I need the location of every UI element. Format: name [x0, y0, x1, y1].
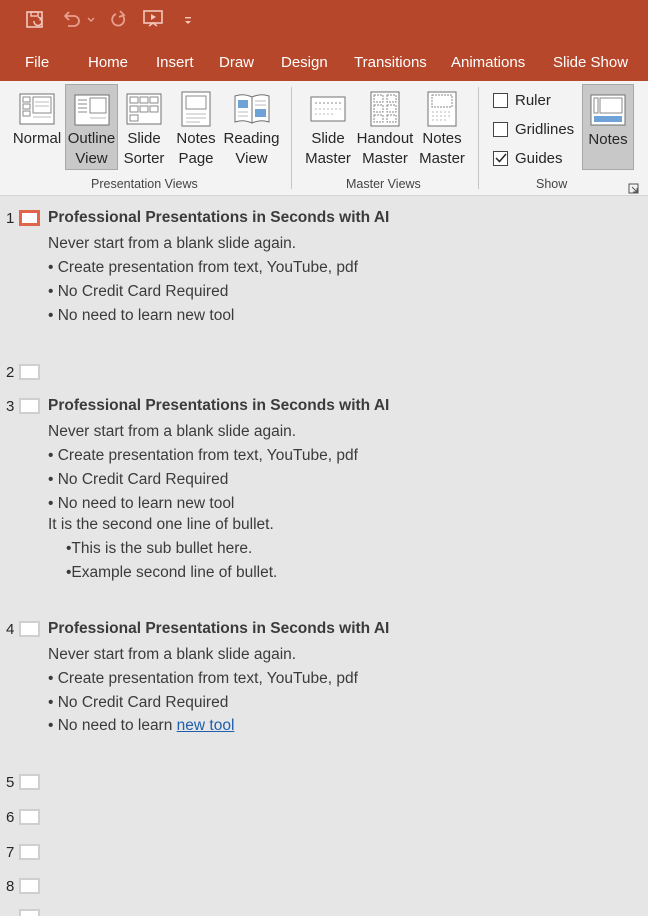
- notes-page-label-1: Notes: [176, 130, 216, 147]
- slide-bullet[interactable]: • Create presentation from text, YouTube, pdf: [48, 670, 358, 687]
- dialog-launcher-icon[interactable]: [628, 181, 639, 192]
- slide-title[interactable]: Professional Presentations in Seconds with AI: [48, 397, 390, 414]
- normal-view-icon: [19, 89, 55, 129]
- hyperlink[interactable]: new tool: [176, 717, 235, 734]
- show-group-label: Show: [536, 177, 568, 191]
- slide-number: 1: [6, 210, 15, 227]
- handout-master-icon: [370, 89, 400, 129]
- slide-number: 8: [6, 878, 15, 895]
- slide-number: 4: [6, 621, 15, 638]
- reading-view-button[interactable]: [223, 84, 280, 170]
- slide-line[interactable]: It is the second one line of bullet.: [48, 516, 274, 533]
- slide-bullet[interactable]: • No Credit Card Required: [48, 471, 229, 488]
- notes-master-icon: [427, 89, 457, 129]
- outline-view-button[interactable]: [65, 84, 118, 170]
- slide-sorter-button[interactable]: [119, 84, 169, 170]
- reading-view-label-1: Reading: [223, 130, 280, 147]
- slide-title[interactable]: Professional Presentations in Seconds with AI: [48, 620, 390, 637]
- slide-sorter-label-2: Sorter: [123, 150, 165, 167]
- guides-label: Guides: [515, 149, 563, 167]
- slide-thumbnail-icon[interactable]: [19, 809, 40, 825]
- notes-pane-icon: [590, 90, 626, 130]
- master-views-group-label: Master Views: [346, 177, 421, 191]
- handout-master-button[interactable]: [355, 84, 415, 170]
- slide-thumbnail-icon[interactable]: [19, 398, 40, 414]
- notes-master-label-1: Notes: [422, 130, 462, 147]
- slide-line[interactable]: Never start from a blank slide again.: [48, 423, 297, 440]
- tab-draw[interactable]: Draw: [219, 54, 255, 71]
- customize-qat-icon[interactable]: [180, 8, 196, 32]
- slide-master-label-2: Master: [305, 150, 351, 167]
- tab-animations[interactable]: Animations: [451, 54, 526, 71]
- quick-access-toolbar: [0, 0, 648, 42]
- guides-checkbox[interactable]: [493, 148, 563, 168]
- slide-sub-bullet[interactable]: •Example second line of bullet.: [66, 564, 278, 581]
- slide-bullet[interactable]: • No Credit Card Required: [48, 283, 229, 300]
- slide-line[interactable]: Never start from a blank slide again.: [48, 235, 297, 252]
- handout-master-label-2: Master: [362, 150, 408, 167]
- slide-thumbnail-icon[interactable]: [19, 364, 40, 380]
- notes-page-icon: [181, 89, 211, 129]
- slide-sorter-icon: [126, 89, 162, 129]
- tab-transitions[interactable]: Transitions: [354, 54, 427, 71]
- undo-icon[interactable]: [58, 8, 82, 32]
- link-prefix-text: • No need to learn: [48, 717, 177, 734]
- slide-bullet[interactable]: • Create presentation from text, YouTube, pdf: [48, 259, 358, 276]
- tab-file[interactable]: File: [25, 54, 50, 71]
- ribbon-tabs: [0, 42, 648, 81]
- tab-design[interactable]: Design: [281, 54, 328, 71]
- slide-thumbnail-icon-partial[interactable]: [19, 909, 40, 916]
- slide-thumbnail-icon[interactable]: [19, 774, 40, 790]
- reading-view-label-2: View: [235, 150, 268, 167]
- group-divider: [478, 87, 479, 189]
- slide-sub-bullet[interactable]: •This is the sub bullet here.: [66, 540, 253, 557]
- ruler-checkbox-box[interactable]: [493, 93, 508, 108]
- notes-page-button[interactable]: [171, 84, 221, 170]
- slide-number: 6: [6, 809, 15, 826]
- slide-master-button[interactable]: [302, 84, 354, 170]
- slide-bullet[interactable]: • Create presentation from text, YouTube, pdf: [48, 447, 358, 464]
- save-sync-icon[interactable]: [22, 8, 48, 32]
- notes-master-button[interactable]: [416, 84, 468, 170]
- outline-pane[interactable]: [0, 196, 648, 916]
- slide-thumbnail-icon[interactable]: [19, 621, 40, 637]
- gridlines-checkbox[interactable]: [493, 119, 574, 139]
- undo-dropdown-icon[interactable]: [84, 8, 98, 32]
- slide-bullet-with-link[interactable]: [48, 717, 234, 735]
- slide-bullet[interactable]: • No need to learn new tool: [48, 307, 235, 324]
- outline-view-label-1: Outline: [67, 130, 116, 147]
- slide-thumbnail-icon[interactable]: [19, 878, 40, 894]
- slide-number: 2: [6, 364, 15, 381]
- notes-page-label-2: Page: [178, 150, 214, 167]
- tab-home[interactable]: Home: [88, 54, 129, 71]
- outline-view-label-2: View: [75, 150, 108, 167]
- handout-master-label-1: Handout: [356, 130, 414, 147]
- slide-bullet[interactable]: • No need to learn new tool: [48, 495, 235, 512]
- slide-bullet[interactable]: • No Credit Card Required: [48, 694, 229, 711]
- group-divider: [291, 87, 292, 189]
- notes-toggle-button[interactable]: [582, 84, 634, 170]
- slide-sorter-label-1: Slide: [127, 130, 161, 147]
- guides-checkbox-box[interactable]: [493, 151, 508, 166]
- normal-view-label: Normal: [12, 130, 62, 147]
- notes-toggle-label: Notes: [588, 131, 628, 148]
- checkmark-icon: [495, 153, 507, 163]
- slide-number: 3: [6, 398, 15, 415]
- reading-view-icon: [233, 89, 271, 129]
- slide-number: 5: [6, 774, 15, 791]
- slide-line[interactable]: Never start from a blank slide again.: [48, 646, 297, 663]
- view-ribbon: [0, 81, 648, 196]
- ruler-checkbox[interactable]: [493, 90, 551, 110]
- ruler-label: Ruler: [515, 91, 551, 109]
- normal-view-button[interactable]: [10, 84, 64, 170]
- tab-insert[interactable]: Insert: [156, 54, 194, 71]
- slide-master-label-1: Slide: [311, 130, 345, 147]
- slide-number: 7: [6, 844, 15, 861]
- slide-master-icon: [310, 89, 346, 129]
- slide-thumbnail-icon[interactable]: [19, 210, 40, 226]
- slide-thumbnail-icon[interactable]: [19, 844, 40, 860]
- tab-slide-show[interactable]: Slide Show: [553, 54, 629, 71]
- redo-icon[interactable]: [106, 8, 130, 32]
- present-from-beginning-icon[interactable]: [140, 8, 166, 32]
- outline-view-icon: [74, 90, 110, 129]
- gridlines-label: Gridlines: [515, 120, 575, 138]
- gridlines-checkbox-box[interactable]: [493, 122, 508, 137]
- slide-title[interactable]: Professional Presentations in Seconds with AI: [48, 209, 390, 226]
- presentation-views-group-label: Presentation Views: [91, 177, 198, 191]
- notes-master-label-2: Master: [419, 150, 465, 167]
